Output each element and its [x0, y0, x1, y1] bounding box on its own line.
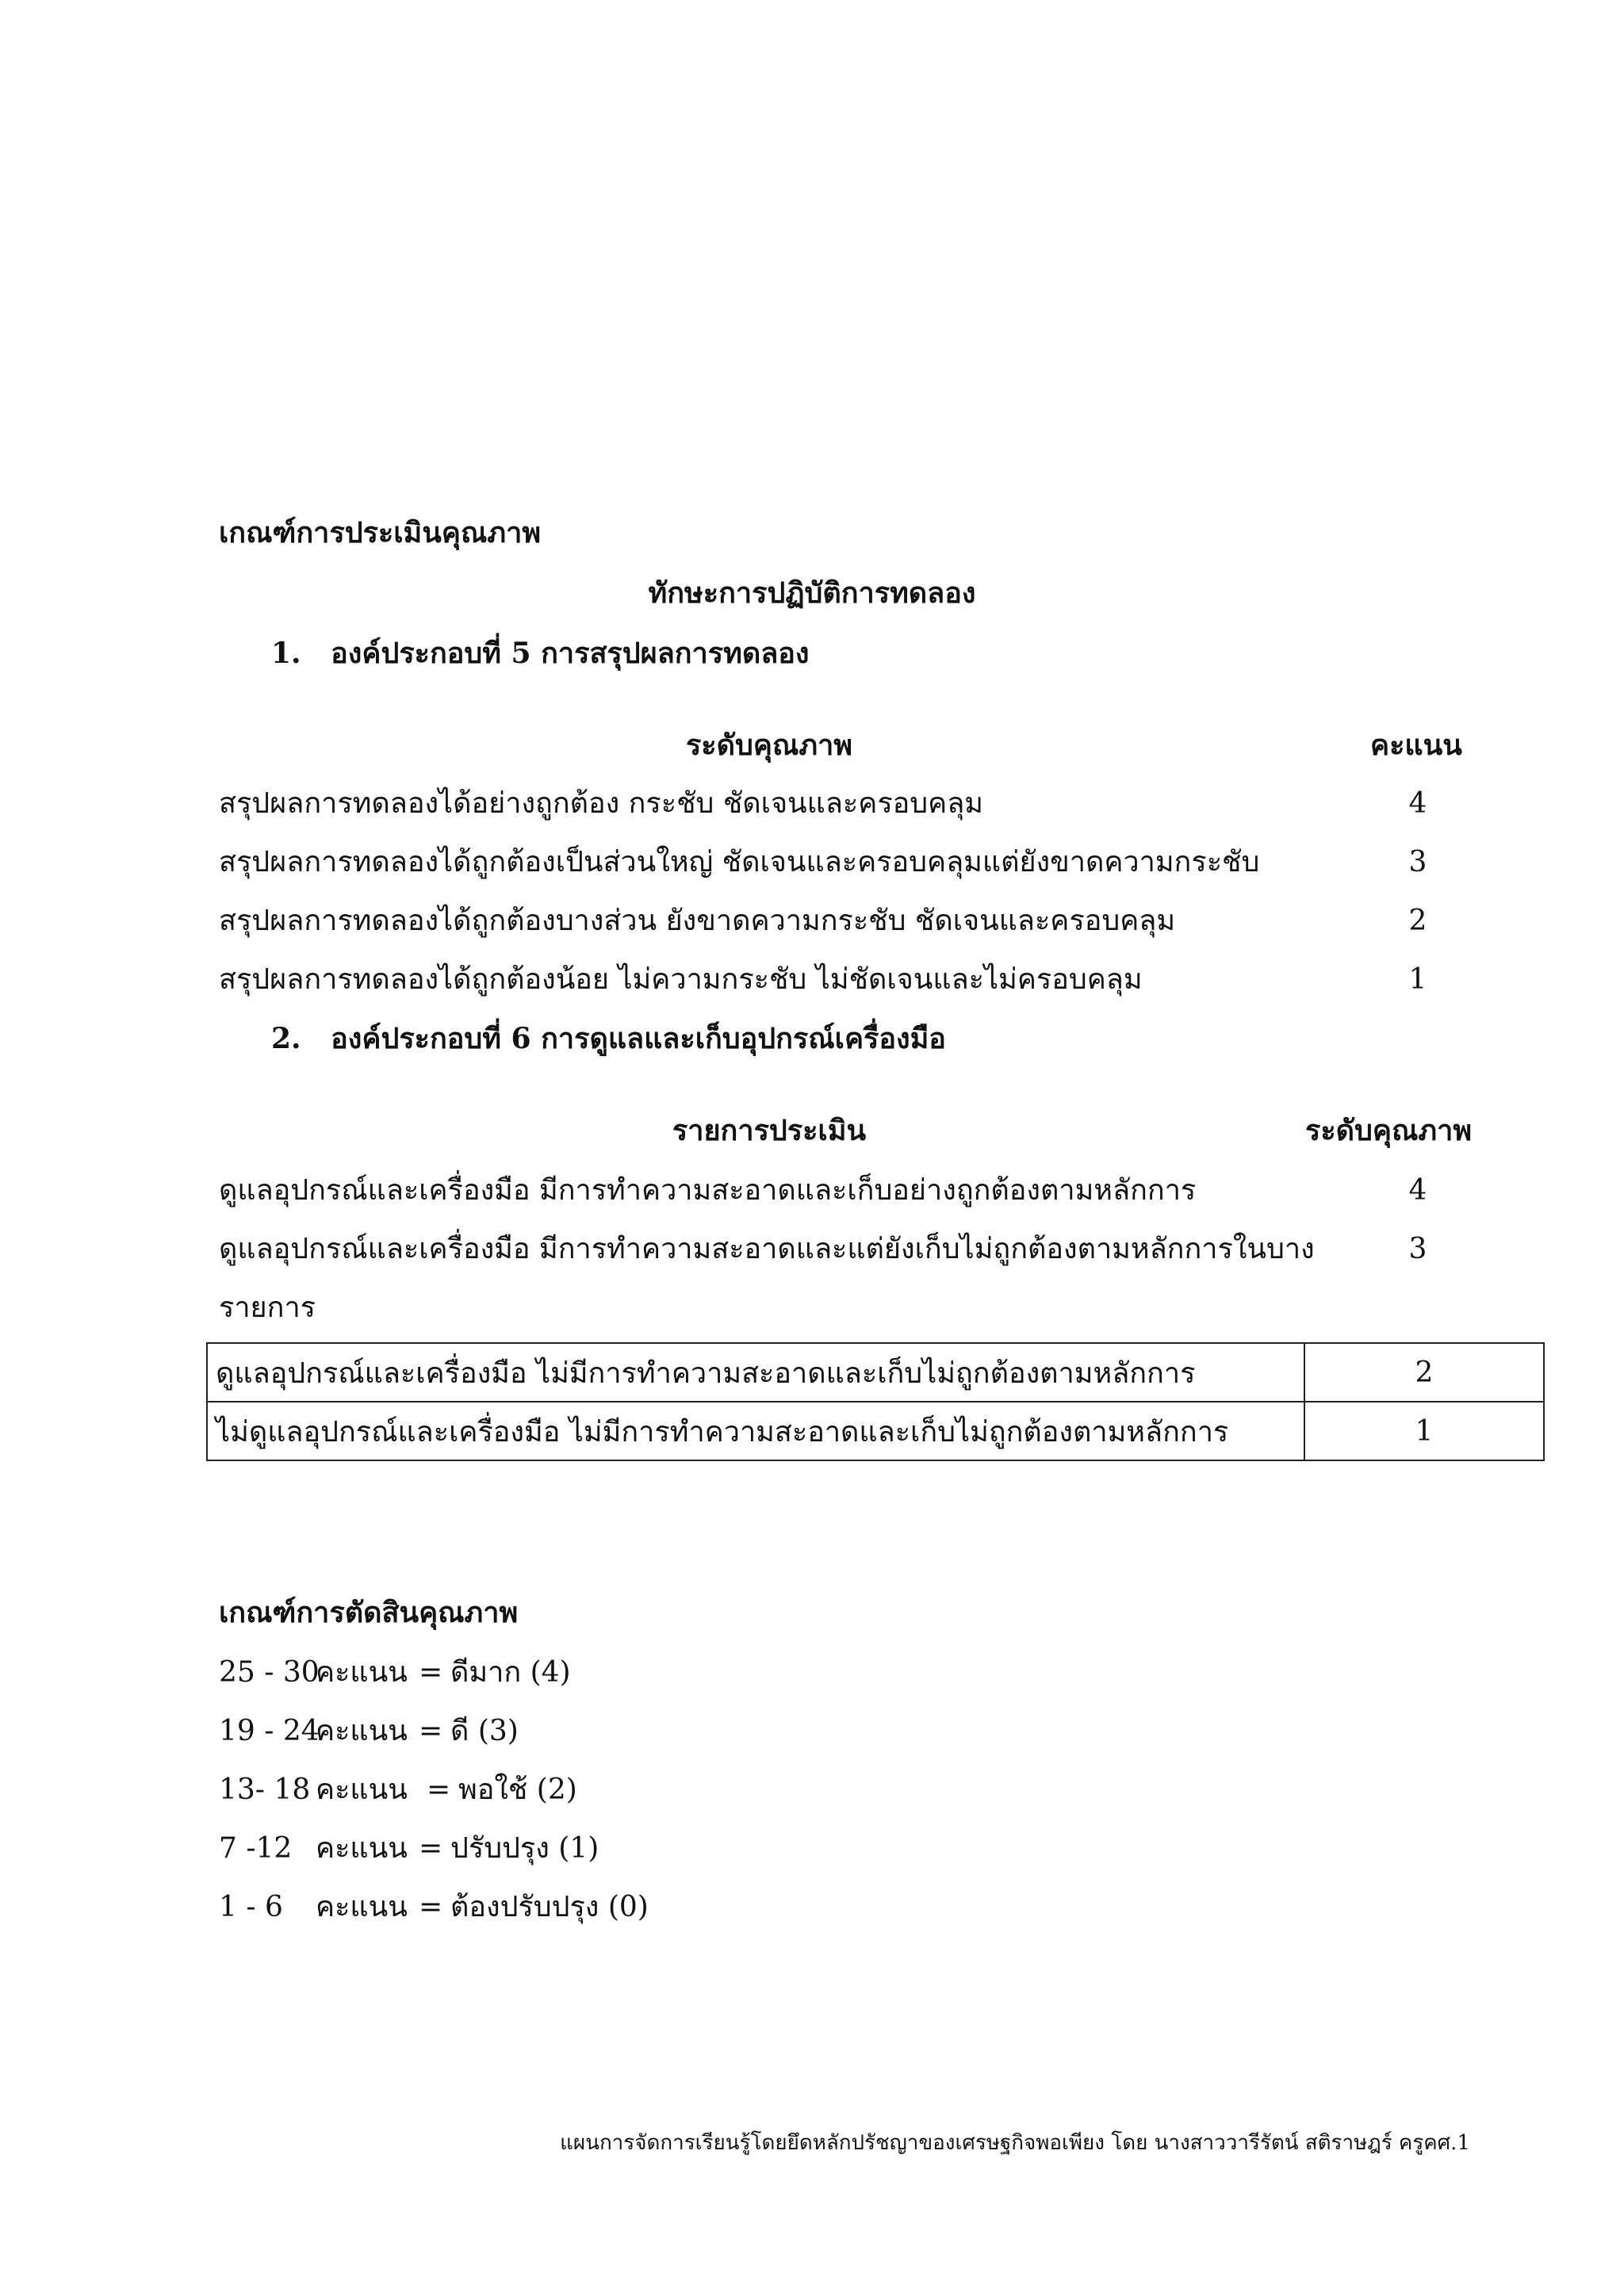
judgement-eq: =	[419, 1832, 443, 1865]
judgement-range: 7 -12	[219, 1832, 293, 1865]
section2-row-score: 4	[1408, 1174, 1427, 1207]
judgement-title: เกณฑ์การตัดสินคุณภาพ	[219, 1596, 519, 1629]
section1-row-text: สรุปผลการทดลองได้ถูกต้องบางส่วน ยังขาดความกระชับ ชัดเจนและครอบคลุม	[219, 905, 1176, 937]
judgement-range: 19 - 24	[219, 1715, 320, 1747]
judgement-result: ดีมาก (4)	[450, 1656, 571, 1689]
page-footer: แผนการจัดการเรียนรู้โดยยึดหลักปรัชญาของเศรษฐกิจพอเพียง โดย นางสาววารีรัตน์ สติราษฎร์ ครูคศ.1	[560, 2131, 1470, 2155]
section1-title: 1. องค์ประกอบที่ 5 การสรุปผลการทดลอง	[271, 637, 810, 670]
section2-boxed-table	[206, 1342, 1545, 1461]
judgement-eq: =	[419, 1656, 443, 1689]
section1-row-score: 1	[1408, 963, 1427, 996]
judgement-result: ดี (3)	[450, 1715, 519, 1747]
judgement-eq: =	[419, 1715, 443, 1747]
section1-col-score: คะแนน	[1370, 729, 1462, 762]
judgement-result: ต้องปรับปรุง (0)	[450, 1891, 649, 1923]
section2-row-text: ดูแลอุปกรณ์และเครื่องมือ ไม่มีการทำความสะอาดและเก็บไม่ถูกต้องตามหลักการ	[207, 1343, 1304, 1402]
section2-col-item: รายการประเมิน	[672, 1114, 867, 1147]
page-heading: เกณฑ์การประเมินคุณภาพ	[219, 516, 542, 549]
table-row	[207, 1343, 1544, 1402]
section1-row-text: สรุปผลการทดลองได้อย่างถูกต้อง กระชับ ชัดเจนและครอบคลุม	[219, 787, 984, 820]
judgement-result: ปรับปรุง (1)	[450, 1832, 599, 1865]
table-row	[207, 1402, 1544, 1460]
section1-row-score: 3	[1408, 846, 1427, 878]
section1-row-text: สรุปผลการทดลองได้ถูกต้องน้อย ไม่ความกระชับ ไม่ชัดเจนและไม่ครอบคลุม	[219, 963, 1143, 996]
section2-row-score: 3	[1408, 1233, 1427, 1265]
section1-row-text: สรุปผลการทดลองได้ถูกต้องเป็นส่วนใหญ่ ชัดเจนและครอบคลุมแต่ยังขาดความกระชับ	[219, 846, 1260, 878]
judgement-range: 13- 18	[219, 1774, 311, 1806]
judgement-range: 1 - 6	[219, 1891, 283, 1923]
judgement-unit: คะแนน	[316, 1832, 408, 1865]
page-subtitle: ทักษะการปฏิบัติการทดลอง	[648, 576, 976, 610]
section2-row-text: ดูแลอุปกรณ์และเครื่องมือ มีการทำความสะอาดและแต่ยังเก็บไม่ถูกต้องตามหลักการในบาง	[219, 1233, 1315, 1265]
judgement-range: 25 - 30	[219, 1656, 320, 1689]
section2-title: 2. องค์ประกอบที่ 6 การดูแลและเก็บอุปกรณ์เครื่องมือ	[271, 1022, 946, 1055]
judgement-unit: คะแนน	[316, 1715, 408, 1747]
section2-row-text: ไม่ดูแลอุปกรณ์และเครื่องมือ ไม่มีการทำความสะอาดและเก็บไม่ถูกต้องตามหลักการ	[207, 1402, 1304, 1460]
section2-row-text: ดูแลอุปกรณ์และเครื่องมือ มีการทำความสะอาดและเก็บอย่างถูกต้องตามหลักการ	[219, 1174, 1197, 1207]
judgement-eq: =	[419, 1891, 443, 1923]
judgement-unit: คะแนน	[316, 1891, 408, 1923]
section2-row-score: 1	[1304, 1402, 1544, 1460]
section2-row-text-continued: รายการ	[219, 1292, 316, 1324]
judgement-result: พอใช้ (2)	[458, 1774, 577, 1806]
section2-row-score: 2	[1304, 1343, 1544, 1402]
judgement-unit: คะแนน	[316, 1774, 408, 1806]
section1-row-score: 4	[1408, 787, 1427, 820]
section1-row-score: 2	[1408, 905, 1427, 937]
judgement-eq: =	[427, 1774, 451, 1806]
section1-col-level: ระดับคุณภาพ	[685, 729, 853, 762]
judgement-unit: คะแนน	[316, 1656, 408, 1689]
section2-col-level: ระดับคุณภาพ	[1305, 1114, 1473, 1147]
